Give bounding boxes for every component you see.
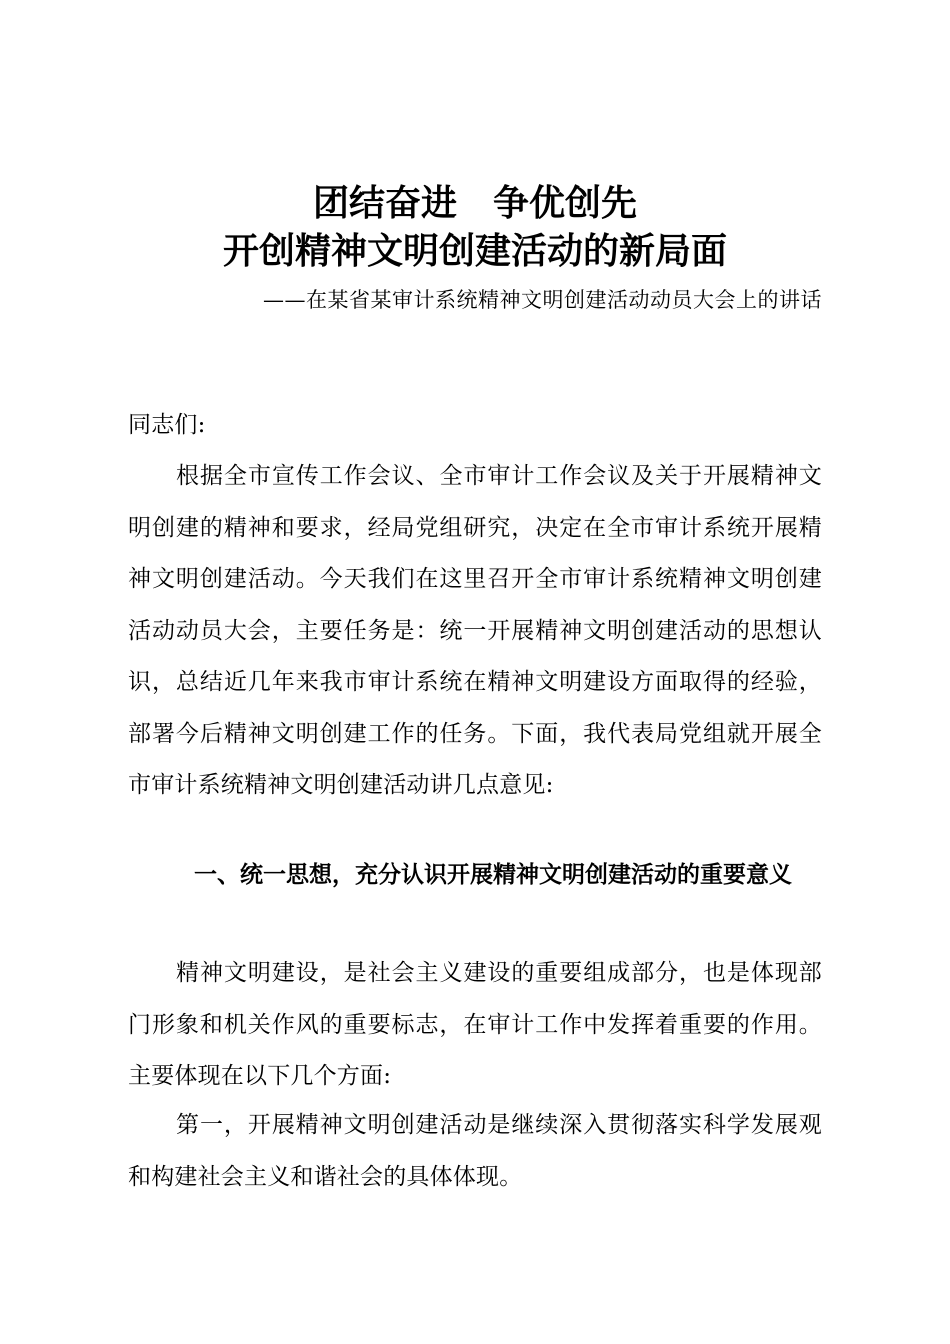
title-line-1: 团结奋进 争优创先	[312, 183, 637, 224]
paragraph-intro: 根据全市宣传工作会议、全市审计工作会议及关于开展精神文明创建的精神和要求，经局党组研究，决定在全市审计系统开展精神文明创建活动。今天我们在这里召开全市审计系统精神文明创建活动动员大会，主要任务是：统一开展精神文明创建活动的思想认识，总结近几年来我市审计系统在精神文明建设方面取得的经验，部署今后精神文明创建工作的任务。下面，我代表局党组就开展全市审计系统精神文明创建活动讲几点意见:	[128, 463, 822, 798]
paragraph-point-1: 第一，开展精神文明创建活动是继续深入贯彻落实科学发展观和构建社会主义和谐社会的具体体现。	[128, 1112, 822, 1190]
greeting: 同志们:	[128, 412, 206, 438]
subtitle: ——在某省某审计系统精神文明创建活动动员大会上的讲话	[263, 288, 822, 312]
paragraph-significance: 精神文明建设，是社会主义建设的重要组成部分，也是体现部门形象和机关作风的重要标志，在审计工作中发挥着重要的作用。主要体现在以下几个方面:	[128, 960, 822, 1089]
title-line-2: 开创精神文明创建活动的新局面	[222, 231, 727, 272]
section-heading-1: 一、统一思想，充分认识开展精神文明创建活动的重要意义	[194, 862, 792, 888]
